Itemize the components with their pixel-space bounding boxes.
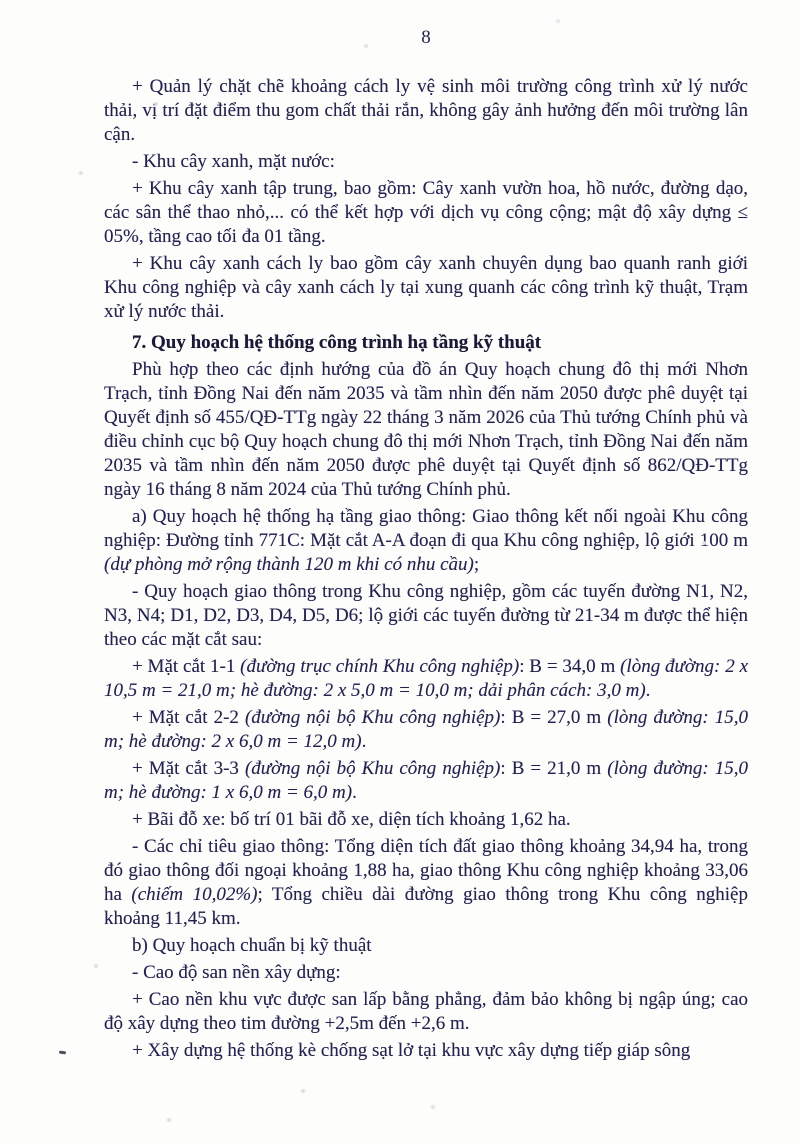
para-cao-nen-khu-vuc [104,988,748,1036]
text-run: + Cao nền khu vực được san lấp bằng phẳng, đảm bảo không bị ngập úng; cao độ xây dựng theo tim đường +2,5m đến +2,6 m. [104,989,748,1034]
italic-run: (đường trục chính Khu công nghiệp) [240,656,520,677]
section-heading-7 [104,331,748,355]
italic-run: (đường nội bộ Khu công nghiệp) [244,758,501,779]
text-run: - Các chỉ tiêu giao thông: Tổng diện tích đất giao thông khoảng 34,94 ha, trong đó giao thông đối ngoại khoảng 1,88 ha, giao thông Khu công nghiệp khoảng 33,06 ha [104,836,748,905]
text-run: + Khu cây xanh cách ly bao gồm cây xanh chuyên dụng bao quanh ranh giới Khu công nghiệp và cây xanh cách ly tại xung quanh các công trình kỹ thuật, Trạm xử lý nước thải. [104,253,748,322]
text-run: + Quản lý chặt chẽ khoảng cách ly vệ sinh môi trường công trình xử lý nước thải, vị trí đặt điểm thu gom chất thải rắn, không gây ảnh hưởng đến môi trường lân cận. [104,76,748,145]
para-mat-cat-1-1 [104,655,748,703]
para-mat-cat-2-2 [104,706,748,754]
text-run: + Mặt cắt 1-1 [132,656,241,677]
para-cao-do-san-nen [104,961,748,985]
italic-run: (lòng đường: 15,0 m; hè đường: 2 x 6,0 m = 12,0 m) [104,707,749,752]
text-run: + Mặt cắt 3-3 [132,758,245,779]
para-a-giao-thong [104,505,748,577]
italic-run: (đường nội bộ Khu công nghiệp) [244,707,501,728]
text-run: : B = 34,0 m [519,656,621,677]
text-run: a) Quy hoạch hệ thống hạ tầng giao thông: Giao thông kết nối ngoài Khu công nghiệp: Đường tỉnh 771C: Mặt cắt A-A đoạn đi qua Khu công nghiệp, lộ giới 100 m [104,506,748,551]
italic-run: (lòng đường: 2 x 10,5 m = 21,0 m; hè đường: 2 x 5,0 m = 10,0 m; dải phân cách: 3,0 m) [104,656,749,701]
text-run: + Xây dựng hệ thống kè chống sạt lở tại khu vực xây dựng tiếp giáp sông [132,1040,691,1061]
para-mat-cat-3-3 [104,757,748,805]
text-run: . [645,680,651,701]
italic-run: (chiếm 10,02%) [131,884,258,905]
text-run: - Cao độ san nền xây dựng: [132,962,341,983]
para-phu-hop [104,358,748,502]
italic-run: (dự phòng mở rộng thành 120 m khi có nhu cầu) [104,554,474,575]
text-run: ; [473,554,480,575]
para-tuyen-duong [104,580,748,652]
text-run: ; Tổng chiều dài đường giao thông trong Khu công nghiệp khoảng 11,45 km. [104,884,748,929]
page-number: 8 [421,27,431,48]
para-khu-cay-xanh-cach-ly [104,252,748,324]
para-chi-tieu-giao-thong [104,835,748,931]
text-run: : B = 27,0 m [500,707,608,728]
para-b-chuan-bi-ky-thuat [104,934,748,958]
heading-text: 7. Quy hoạch hệ thống công trình hạ tầng kỹ thuật [132,332,542,353]
text-run: + Mặt cắt 2-2 [132,707,245,728]
para-khu-cay-xanh-tap-trung [104,177,748,249]
text-run: + Khu cây xanh tập trung, bao gồm: Cây xanh vườn hoa, hồ nước, đường dạo, các sân thể thao nhỏ,... có thể kết hợp với dịch vụ công cộng; mật độ xây dựng ≤ 05%, tầng cao tối đa 01 tầng. [104,178,748,247]
text-run: - Quy hoạch giao thông trong Khu công nghiệp, gồm các tuyến đường N1, N2, N3, N4; D1, D2, D3, D4, D5, D6; lộ giới các tuyến đường từ 21-34 m được thể hiện theo các mặt cắt sau: [104,581,748,650]
para-ke-chong-sat-lo [104,1039,748,1063]
text-run: + Bãi đỗ xe: bố trí 01 bãi đỗ xe, diện tích khoảng 1,62 ha. [132,809,571,830]
para-quan-ly-cach-ly [104,75,748,147]
para-khu-cay-xanh-mat-nuoc [104,150,748,174]
para-bai-do-xe [104,808,748,832]
text-run: . [361,731,367,752]
text-run: . [352,782,357,803]
text-run: : B = 21,0 m [500,758,608,779]
text-run: - Khu cây xanh, mặt nước: [132,151,335,172]
text-run: Phù hợp theo các định hướng của đồ án Quy hoạch chung đô thị mới Nhơn Trạch, tỉnh Đồng Nai đến năm 2035 và tầm nhìn đến năm 2050 được phê duyệt tại Quyết định số 455/QĐ-TTg ngày 22 tháng 3 năm 2026 của Thủ tướng Chính phủ và điều chỉnh cục bộ Quy hoạch chung đô thị mới Nhơn Trạch, tỉnh Đồng Nai đến năm 2035 và tầm nhìn đến năm 2050 được phê duyệt tại Quyết định số 862/QĐ-TTg ngày 16 tháng 8 năm 2024 của Thủ tướng Chính phủ. [104,359,748,500]
text-run: b) Quy hoạch chuẩn bị kỹ thuật [132,935,372,956]
italic-run: (lòng đường: 15,0 m; hè đường: 1 x 6,0 m = 6,0 m) [104,758,749,803]
